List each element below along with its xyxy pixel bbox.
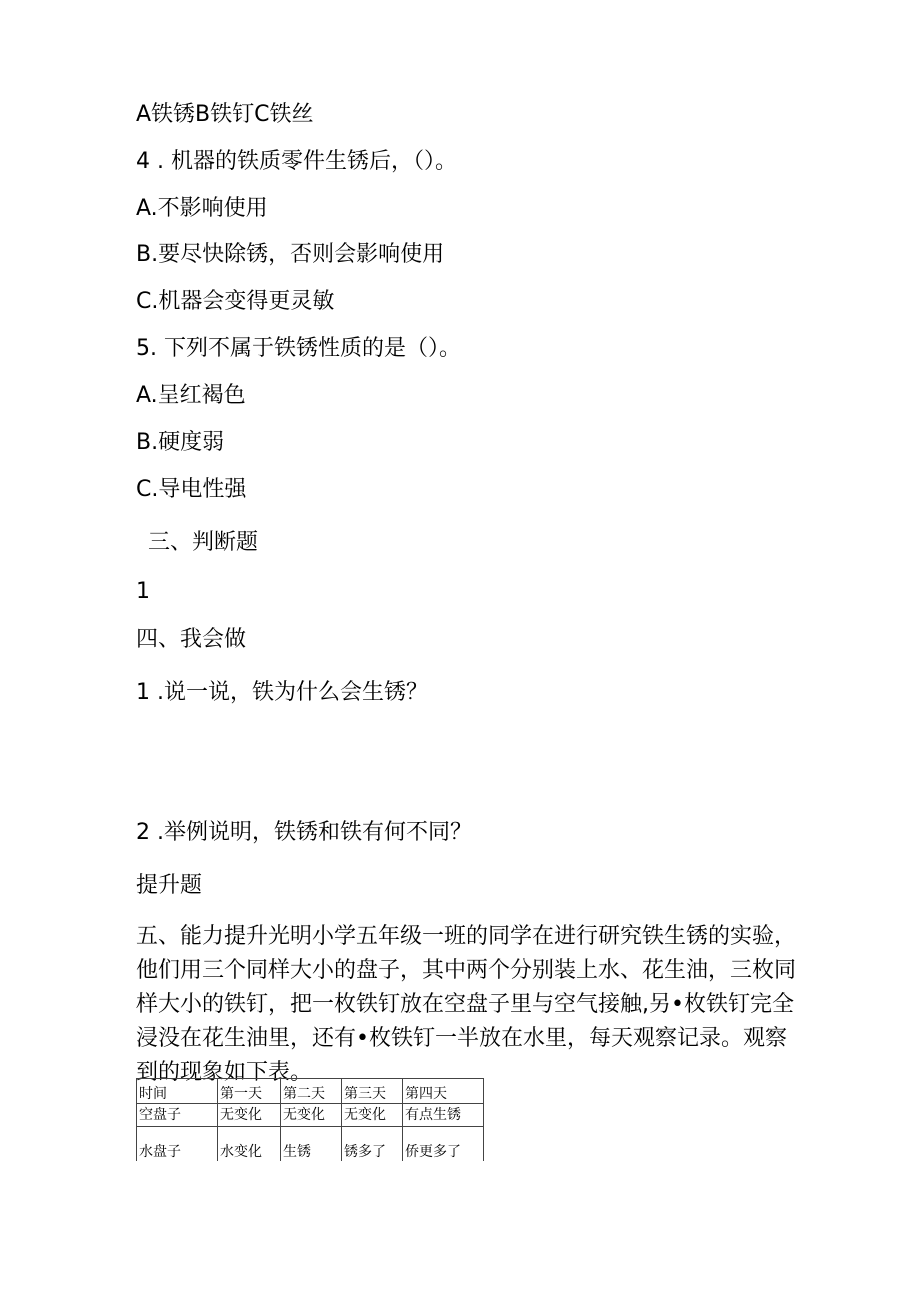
- table-header-cell: 时间: [137, 1079, 218, 1104]
- table-cell: 侨更多了: [403, 1127, 484, 1162]
- judgement-item-1: 1: [136, 579, 150, 604]
- table-cell: 水盘子: [137, 1127, 218, 1162]
- practice-question-2: 2 .举例说明，铁锈和铁有何不同？: [136, 820, 472, 845]
- practice-question-1: 1 .说一说，铁为什么会生锈？: [136, 680, 428, 705]
- table-cell: 有点生锈: [403, 1104, 484, 1127]
- table-cell: 无变化: [218, 1104, 281, 1127]
- q4-option-c: C.机器会变得更灵敏: [136, 289, 335, 314]
- table-header-cell: 第二天: [281, 1079, 342, 1104]
- table-cell: 生锈: [281, 1127, 342, 1162]
- section-heading-practice: 四、我会做: [136, 627, 247, 652]
- table-cell: 无变化: [342, 1104, 403, 1127]
- q5-option-b: B.硬度弱: [136, 430, 225, 455]
- advanced-question-paragraph: 五、能力提升光明小学五年级一班的同学在进行研究铁生锈的实验，他们用三个同样大小的盘子，其中两个分别装上水、花生油，三枚同样大小的铁钉，把一枚铁钉放在空盘子里与空气接触,另•枚铁钉完全浸没在花生油里，还有•枚铁钉一半放在水里，每天观察记录。观察到的现象如下表。: [136, 924, 797, 1085]
- table-cell: 空盘子: [137, 1104, 218, 1127]
- q4-option-b: B.要尽快除锈，否则会影响使用: [136, 242, 445, 267]
- q5-option-c: C.导电性强: [136, 477, 247, 502]
- q4-option-a: A.不影响使用: [136, 196, 268, 221]
- option-line-a-b-c: A铁锈B铁钉C铁丝: [136, 102, 314, 127]
- table-cell: 无变化: [281, 1104, 342, 1127]
- observation-table: [136, 1078, 484, 1161]
- table-cell: 锈多了: [342, 1127, 403, 1162]
- section-heading-advanced: 提升题: [136, 873, 203, 898]
- table-header-cell: 第三天: [342, 1079, 403, 1104]
- table-cell: 水变化: [218, 1127, 281, 1162]
- table-header-cell: 第四天: [403, 1079, 484, 1104]
- table-row: [137, 1127, 484, 1162]
- question-5: 5. 下列不属于铁锈性质的是（）。: [136, 336, 461, 361]
- question-4: 4 . 机器的铁质零件生锈后，（）。: [136, 149, 457, 174]
- section-heading-judgement: 三、判断题: [148, 530, 259, 555]
- table-header-cell: 第一天: [218, 1079, 281, 1104]
- table-header-row: [137, 1079, 484, 1104]
- table-row: [137, 1104, 484, 1127]
- q5-option-a: A.呈红褐色: [136, 383, 246, 408]
